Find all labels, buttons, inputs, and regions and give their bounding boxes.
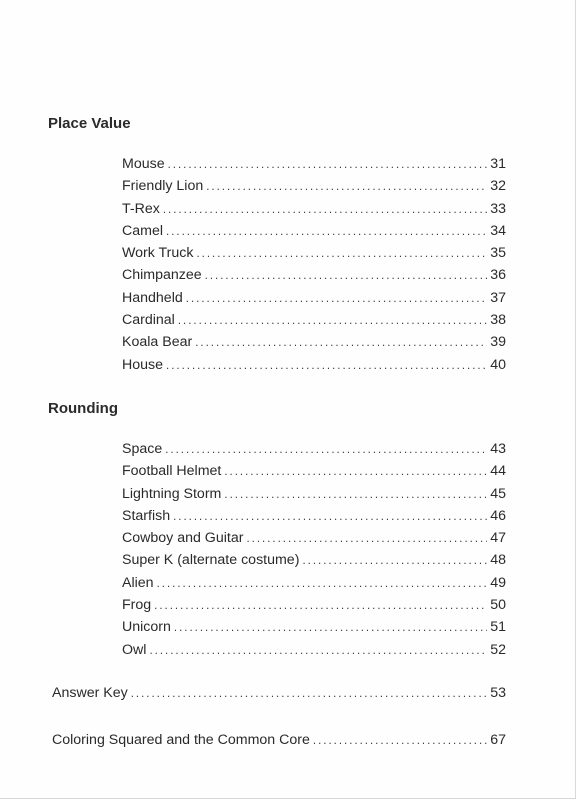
toc-entry	[122, 616, 506, 638]
toc-entry	[122, 264, 506, 286]
toc-entry-page: 31	[490, 156, 506, 172]
toc-entry-page: 50	[490, 597, 506, 614]
toc-entry-page: 38	[490, 312, 506, 329]
toc-entry-label: Camel	[122, 222, 163, 239]
toc-entry-page: 48	[490, 552, 506, 569]
leader-dots	[224, 461, 487, 483]
toc-entry-page: 32	[490, 178, 506, 195]
leader-dots	[149, 640, 487, 662]
toc-entry-page: 46	[490, 507, 506, 524]
toc-entry-label: Friendly Lion	[122, 178, 204, 195]
leader-dots	[195, 332, 487, 354]
toc-entry-label: T-Rex	[122, 200, 160, 217]
toc-entry-label: House	[122, 356, 164, 373]
toc-entry	[122, 460, 506, 482]
toc-entry	[122, 354, 506, 376]
toc-entry	[122, 287, 506, 309]
leader-dots	[165, 439, 487, 461]
toc-entry-page: 43	[490, 441, 506, 457]
toc-entry-label: Space	[122, 441, 163, 457]
toc-entry-common-core	[52, 729, 506, 751]
toc-entry	[122, 198, 506, 220]
toc-entry	[122, 572, 506, 594]
toc-entry-page: 34	[490, 222, 506, 239]
toc-entry-label: Answer Key	[52, 685, 128, 701]
toc-entry	[122, 527, 506, 549]
toc-entry-page: 53	[490, 685, 506, 701]
leader-dots	[131, 683, 488, 705]
leader-dots	[302, 550, 487, 572]
toc-entry-label: Work Truck	[122, 245, 194, 262]
toc-entry	[122, 175, 506, 197]
leader-dots	[173, 506, 487, 528]
toc-entry	[122, 594, 506, 616]
toc-entry-label: Koala Bear	[122, 334, 193, 351]
toc-entry	[52, 729, 506, 751]
leader-dots	[178, 310, 487, 332]
toc-entry-page: 40	[490, 356, 506, 373]
toc-entry-page: 33	[490, 200, 506, 217]
toc-list-rounding	[122, 438, 506, 661]
toc-entry	[122, 639, 506, 661]
leader-dots	[196, 243, 487, 265]
toc-entry-page: 39	[490, 334, 506, 351]
toc-entry	[122, 549, 506, 571]
toc-entry-label: Chimpanzee	[122, 267, 202, 284]
leader-dots	[168, 154, 488, 176]
toc-entry	[122, 242, 506, 264]
leader-dots	[224, 484, 487, 506]
leader-dots	[157, 573, 488, 595]
toc-entry-label: Super K (alternate costume)	[122, 552, 300, 569]
toc-entry	[122, 153, 506, 175]
leader-dots	[166, 355, 487, 377]
leader-dots	[163, 199, 487, 221]
toc-entry	[122, 505, 506, 527]
leader-dots	[206, 176, 487, 198]
leader-dots	[186, 288, 487, 310]
toc-entry	[52, 682, 506, 704]
toc-entry-page: 51	[490, 619, 506, 636]
leader-dots	[246, 528, 487, 550]
leader-dots	[154, 595, 487, 617]
leader-dots	[174, 617, 487, 639]
toc-entry-label: Cowboy and Guitar	[122, 530, 244, 547]
toc-entry-page: 44	[490, 463, 506, 480]
toc-entry-label: Starfish	[122, 507, 171, 524]
toc-entry-label: Handheld	[122, 289, 183, 306]
section-heading-place-value: Place Value	[48, 115, 131, 132]
toc-list-place-value	[122, 153, 506, 376]
leader-dots	[313, 730, 487, 752]
toc-entry-label: Lightning Storm	[122, 485, 222, 502]
toc-entry-label: Mouse	[122, 156, 165, 172]
section-heading-rounding: Rounding	[48, 400, 118, 417]
toc-entry-page: 47	[490, 530, 506, 547]
toc-entry-page: 52	[490, 641, 506, 658]
leader-dots	[205, 265, 488, 287]
toc-entry-label: Owl	[122, 641, 147, 658]
toc-entry	[122, 438, 506, 460]
toc-entry	[122, 220, 506, 242]
toc-entry	[122, 309, 506, 331]
toc-entry-page: 37	[490, 289, 506, 306]
toc-entry-page: 67	[490, 732, 506, 748]
toc-entry-page: 36	[490, 267, 506, 284]
toc-entry-label: Cardinal	[122, 312, 175, 329]
toc-entry	[122, 483, 506, 505]
toc-entry-page: 35	[490, 245, 506, 262]
toc-entry-label: Alien	[122, 574, 154, 591]
toc-entry-page: 49	[490, 574, 506, 591]
leader-dots	[166, 221, 487, 243]
toc-entry-label: Football Helmet	[122, 463, 222, 480]
toc-entry-label: Unicorn	[122, 619, 171, 636]
toc-entry	[122, 331, 506, 353]
toc-entry-label: Frog	[122, 597, 152, 614]
toc-entry-answer-key	[52, 682, 506, 704]
toc-entry-page: 45	[490, 485, 506, 502]
toc-entry-label: Coloring Squared and the Common Core	[52, 732, 310, 748]
